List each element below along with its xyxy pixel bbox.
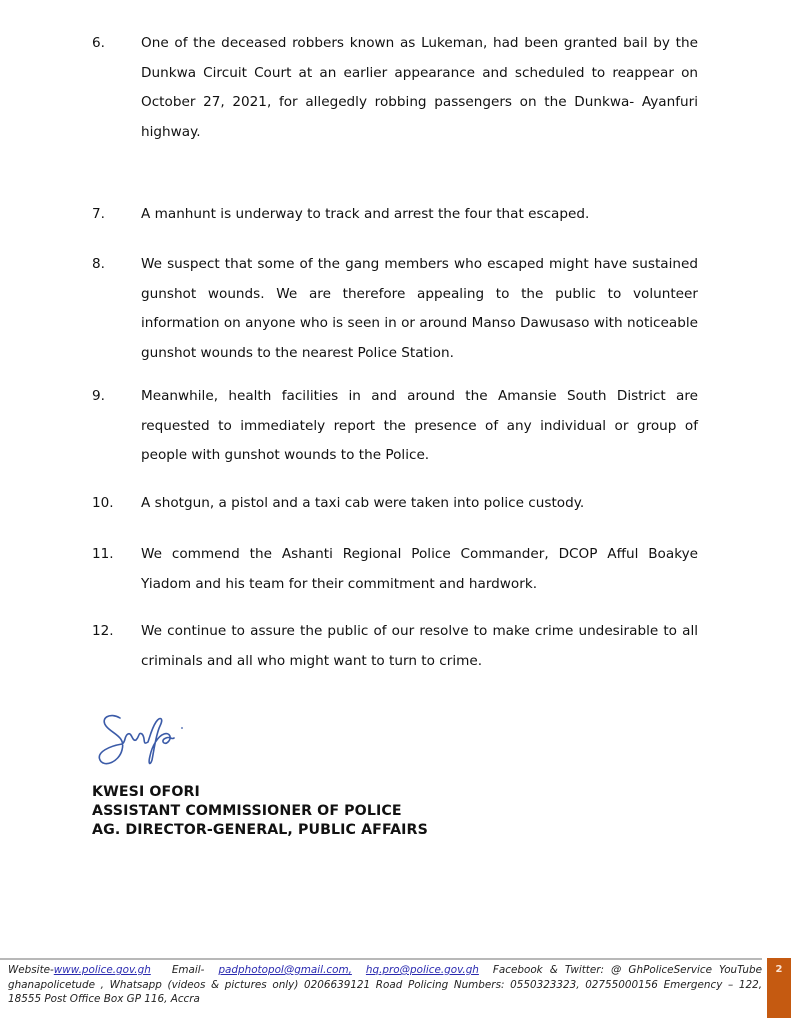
signatory-name: KWESI OFORI <box>92 784 200 800</box>
signatory-rank: ASSISTANT COMMISSIONER OF POLICE <box>92 803 402 819</box>
paragraph-number: 7. <box>92 206 105 222</box>
paragraph-text: A manhunt is underway to track and arrest the four that escaped. <box>141 206 590 222</box>
signature-image <box>92 706 192 776</box>
paragraph-number: 6. <box>92 35 105 51</box>
paragraph-text: Meanwhile, health facilities in and around the Amansie South District are requested to immediately report the presence of any individual or group of people with gunshot wounds to the Police. <box>141 388 698 463</box>
paragraph-text: One of the deceased robbers known as Lukeman, had been granted bail by the Dunkwa Circuit Court at an earlier appearance and scheduled to reappear on October 27, 2021, for allegedly robbing passengers on the Dunkwa- Ayanfuri highway. <box>141 35 698 140</box>
email-link-padphotopol[interactable]: padphotopol@gmail.com, <box>218 964 352 976</box>
contact-details: Facebook & Twitter: @ GhPoliceService YouTube ghanapolicetude , Whatsapp (videos & pictures only) 0206639121 Road Policing Numbers: 0550323323, 02755000156 Emergency – 122, 18555 Post Office Box GP 116, Accra <box>8 964 763 1005</box>
website-link[interactable]: www.police.gov.gh <box>53 964 151 976</box>
paragraph-number: 10. <box>92 495 114 511</box>
footer-divider <box>0 958 762 960</box>
signatory-office: AG. DIRECTOR-GENERAL, PUBLIC AFFAIRS <box>92 822 428 838</box>
paragraph-number: 9. <box>92 388 105 404</box>
page-number-badge <box>767 958 791 1018</box>
signature-block <box>92 783 428 840</box>
paragraph-text: We suspect that some of the gang members who escaped might have sustained gunshot wounds. We are therefore appealing to the public to volunteer information on anyone who is seen in or around Manso Dawusaso with noticeable gunshot wounds to the nearest Police Station. <box>141 256 698 361</box>
paragraph-text: A shotgun, a pistol and a taxi cab were taken into police custody. <box>141 495 585 511</box>
website-label: Website- <box>8 964 54 976</box>
email-label: Email- <box>171 964 205 976</box>
paragraph-number: 12. <box>92 623 114 639</box>
footer-contact <box>8 963 762 1007</box>
email-link-hq-pro[interactable]: hq.pro@police.gov.gh <box>365 964 479 976</box>
paragraph-number: 11. <box>92 546 114 562</box>
page-number: 2 <box>775 964 783 975</box>
paragraph-text: We continue to assure the public of our resolve to make crime undesirable to all criminals and all who might want to turn to crime. <box>141 623 698 669</box>
paragraph-number: 8. <box>92 256 105 272</box>
paragraph-text: We commend the Ashanti Regional Police Commander, DCOP Afful Boakye Yiadom and his team for their commitment and hardwork. <box>141 546 698 592</box>
